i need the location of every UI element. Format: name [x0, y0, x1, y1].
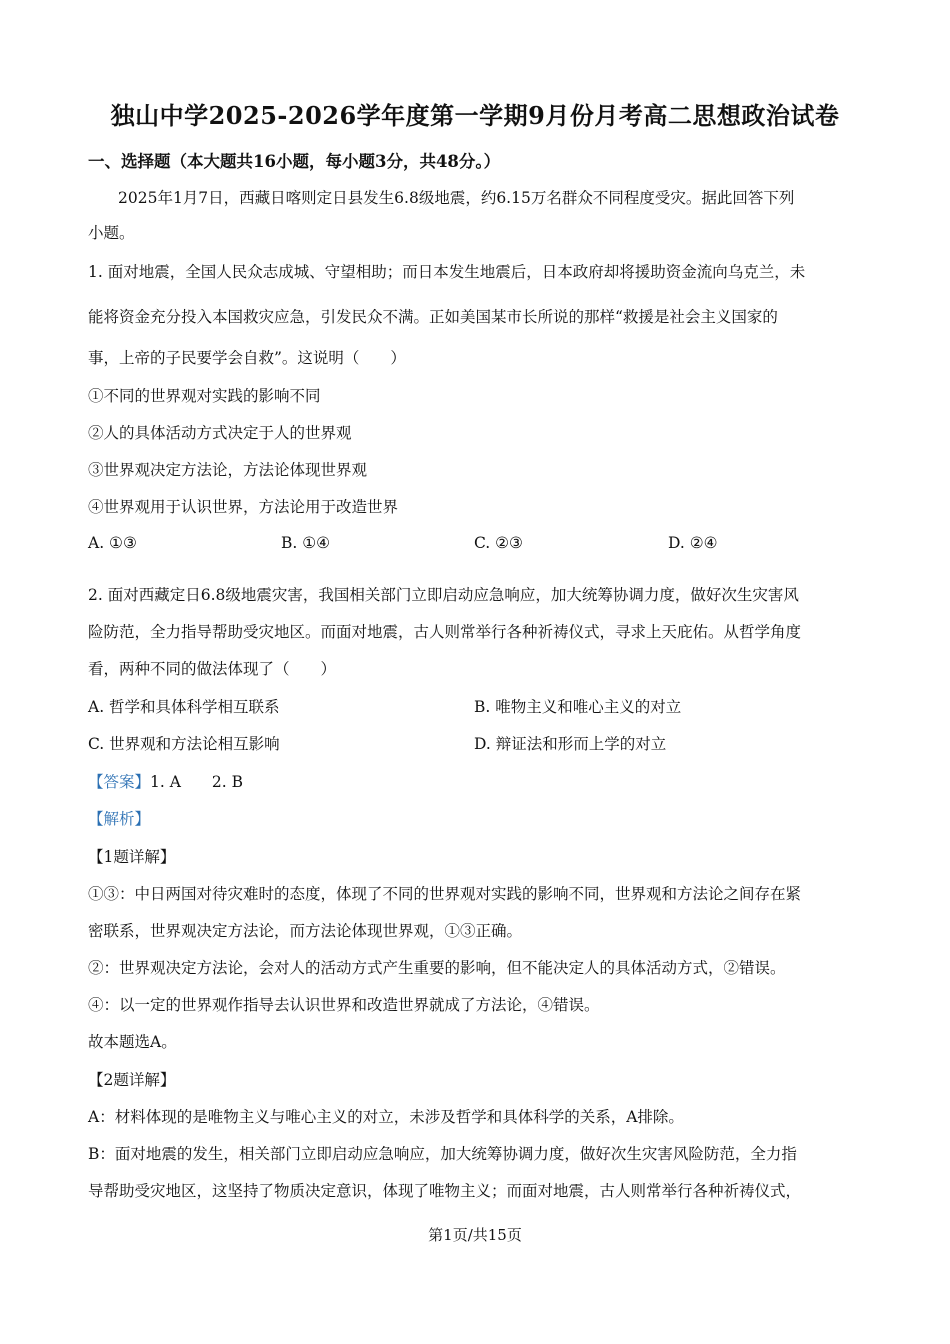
detail1-line-5: 故本题选A。 [88, 1033, 177, 1051]
q1-stem-line-1: 1. 面对地震，全国人民众志成城、守望相助；而日本发生地震后，日本政府却将援助资金流向乌克兰，未 [88, 263, 806, 281]
q1-stem-line-3: 事，上帝的子民要学会自救”。这说明（ ） [88, 349, 406, 367]
page-title: 独山中学2025-2026学年度第一学期9月份月考高二思想政治试卷 [110, 101, 840, 130]
answer-text: 1. A 2. B [150, 773, 244, 791]
q1-option-a: A. ①③ [88, 534, 137, 552]
q2-option-a: A. 哲学和具体科学相互联系 [88, 698, 280, 716]
q1-statement-3: ③世界观决定方法论，方法论体现世界观 [88, 461, 368, 479]
q1-statement-1: ①不同的世界观对实践的影响不同 [88, 387, 321, 405]
q1-option-d: D. ②④ [668, 534, 718, 552]
answer-line [88, 770, 243, 792]
intro-line-1: 2025年1月7日，西藏日喀则定日县发生6.8级地震，约6.15万名群众不同程度受灾。据此回答下列 [118, 189, 795, 207]
detail1-line-1: ①③：中日两国对待灾难时的态度，体现了不同的世界观对实践的影响不同，世界观和方法论之间存在紧 [88, 885, 802, 903]
q1-statement-2: ②人的具体活动方式决定于人的世界观 [88, 424, 352, 442]
page-footer: 第1页/共15页 [428, 1226, 522, 1244]
detail1-line-2: 密联系，世界观决定方法论，而方法论体现世界观，①③正确。 [88, 922, 523, 940]
detail1-line-4: ④：以一定的世界观作指导去认识世界和改造世界就成了方法论，④错误。 [88, 996, 600, 1014]
detail1-heading: 【1题详解】 [88, 848, 176, 866]
detail2-line-1: A：材料体现的是唯物主义与唯心主义的对立，未涉及哲学和具体科学的关系，A排除。 [88, 1108, 684, 1126]
detail2-heading: 【2题详解】 [88, 1071, 176, 1089]
q2-option-c: C. 世界观和方法论相互影响 [88, 735, 280, 753]
q2-stem-line-3: 看，两种不同的做法体现了（ ） [88, 660, 337, 678]
detail1-line-3: ②：世界观决定方法论，会对人的活动方式产生重要的影响，但不能决定人的具体活动方式，②错误。 [88, 959, 786, 977]
section-heading: 一、选择题（本大题共16小题，每小题3分，共48分。） [88, 152, 501, 171]
q2-option-b: B. 唯物主义和唯心主义的对立 [474, 698, 682, 716]
q2-option-d: D. 辩证法和形而上学的对立 [474, 735, 667, 753]
answer-tag: 【答案】 [88, 773, 151, 791]
detail2-line-3: 导帮助受灾地区，这坚持了物质决定意识，体现了唯物主义；而面对地震，古人则常举行各种祈祷仪式， [88, 1182, 802, 1200]
q2-stem-line-1: 2. 面对西藏定日6.8级地震灾害，我国相关部门立即启动应急响应，加大统筹协调力度，做好次生灾害风 [88, 586, 799, 604]
q1-stem-line-2: 能将资金充分投入本国救灾应急，引发民众不满。正如美国某市长所说的那样“救援是社会主义国家的 [88, 308, 778, 326]
q1-statement-4: ④世界观用于认识世界，方法论用于改造世界 [88, 498, 399, 516]
q2-stem-line-2: 险防范，全力指导帮助受灾地区。而面对地震，古人则常举行各种祈祷仪式，寻求上天庇佑。从哲学角度 [88, 623, 802, 641]
intro-line-2: 小题。 [88, 224, 135, 242]
detail2-line-2: B：面对地震的发生，相关部门立即启动应急响应，加大统筹协调力度，做好次生灾害风险防范，全力指 [88, 1145, 797, 1163]
analysis-tag: 【解析】 [88, 810, 151, 828]
q1-option-b: B. ①④ [281, 534, 331, 552]
q1-option-c: C. ②③ [474, 534, 523, 552]
